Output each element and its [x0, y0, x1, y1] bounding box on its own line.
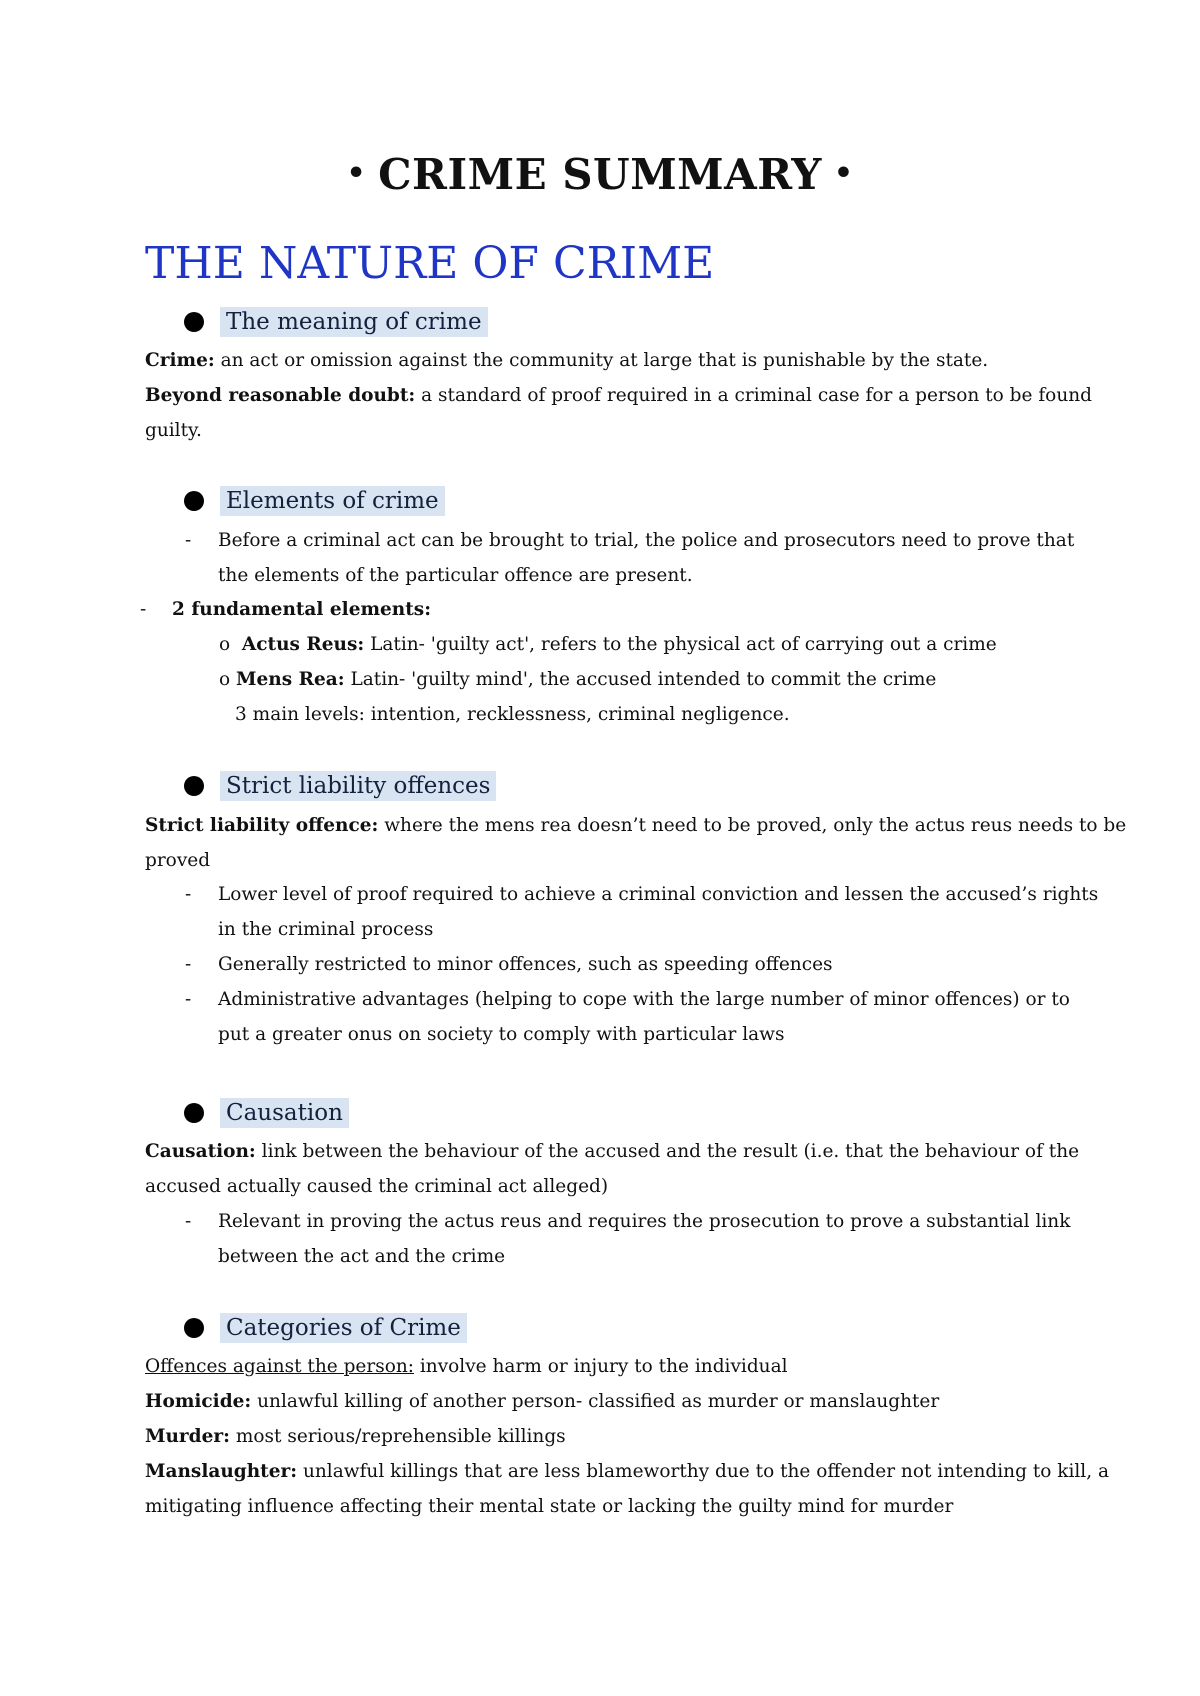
definition-text: where the mens rea doesn’t need to be proved, only the actus reus needs to be — [378, 815, 1127, 836]
sub-item-mens-rea — [219, 662, 936, 697]
definition-text: involve harm or injury to the individual — [414, 1356, 788, 1377]
section-heading-causation — [184, 1093, 349, 1133]
bullet-icon — [184, 1318, 204, 1338]
definition-text: most serious/reprehensible killings — [229, 1426, 566, 1447]
definition-continuation: accused actually caused the criminal act alleged) — [145, 1176, 609, 1197]
sub-marker: o — [219, 634, 231, 655]
dash-marker: - — [185, 884, 192, 905]
term: Actus Reus: — [241, 634, 365, 655]
dash-marker: - — [185, 954, 192, 975]
definition-text: unlawful killing of another person- classified as murder or manslaughter — [251, 1391, 940, 1412]
sub-item-actus-reus — [219, 627, 997, 662]
term: Strict liability offence: — [145, 815, 379, 836]
dash-marker: - — [185, 989, 192, 1010]
term: Causation: — [145, 1141, 256, 1162]
term: Manslaughter: — [145, 1461, 298, 1482]
term: Crime: — [145, 350, 215, 371]
list-item: Generally restricted to minor offences, such as speeding offences — [218, 954, 833, 975]
bullet-icon — [184, 312, 204, 332]
section-heading-categories — [184, 1308, 467, 1348]
list-item-continuation: the elements of the particular offence are present. — [218, 565, 693, 586]
term: Mens Rea: — [236, 669, 345, 690]
term: Beyond reasonable doubt: — [145, 385, 416, 406]
term: Murder: — [145, 1426, 230, 1447]
title-dot-right: • — [833, 156, 854, 191]
section-heading-label: Categories of Crime — [220, 1313, 467, 1343]
definition-strict-liability — [145, 808, 1126, 843]
definition-text: a standard of proof required in a criminal case for a person to be found — [415, 385, 1092, 406]
document-title — [0, 150, 1200, 199]
bullet-icon — [184, 1103, 204, 1123]
dash-marker: - — [140, 599, 147, 620]
list-item: Relevant in proving the actus reus and requires the prosecution to prove a substantial link — [218, 1211, 1071, 1232]
list-item-continuation: between the act and the crime — [218, 1246, 506, 1267]
list-item: Lower level of proof required to achieve a criminal conviction and lessen the accused’s rights — [218, 884, 1099, 905]
term: Offences against the person: — [145, 1356, 414, 1377]
sub-marker: o — [219, 669, 231, 690]
section-heading-strict-liability — [184, 766, 496, 806]
section-heading-label: The meaning of crime — [220, 307, 488, 337]
definition-crime — [145, 343, 988, 378]
definition-murder — [145, 1419, 566, 1454]
definition-continuation: proved — [145, 850, 211, 871]
section-heading-elements — [184, 481, 445, 521]
title-text: CRIME SUMMARY — [378, 150, 822, 199]
main-heading: THE NATURE OF CRIME — [145, 238, 715, 289]
title-dot-left: • — [346, 156, 367, 191]
fundamental-elements-label: 2 fundamental elements: — [172, 599, 432, 620]
bullet-icon — [184, 491, 204, 511]
definition-text: unlawful killings that are less blameworthy due to the offender not intending to kill, a — [297, 1461, 1110, 1482]
definition-beyond-reasonable-doubt — [145, 378, 1092, 413]
definition-causation — [145, 1134, 1079, 1169]
section-heading-label: Strict liability offences — [220, 771, 496, 801]
dash-marker: - — [185, 1211, 192, 1232]
definition-continuation: mitigating influence affecting their mental state or lacking the guilty mind for murder — [145, 1496, 954, 1517]
list-item — [172, 592, 431, 627]
definition-continuation: guilty. — [145, 420, 202, 441]
dash-marker: - — [185, 530, 192, 551]
list-item: Before a criminal act can be brought to trial, the police and prosecutors need to prove that — [218, 530, 1075, 551]
definition-offences-against-person — [145, 1349, 788, 1384]
definition-manslaughter — [145, 1454, 1109, 1489]
list-item-continuation: in the criminal process — [218, 919, 434, 940]
list-item-continuation: put a greater onus on society to comply with particular laws — [218, 1024, 785, 1045]
definition-text: Latin- 'guilty act', refers to the physical act of carrying out a crime — [364, 634, 997, 655]
definition-text: Latin- 'guilty mind', the accused intended to commit the crime — [344, 669, 937, 690]
definition-text: link between the behaviour of the accused and the result (i.e. that the behaviour of the — [255, 1141, 1080, 1162]
list-item: Administrative advantages (helping to cope with the large number of minor offences) or to — [218, 989, 1070, 1010]
section-heading-label: Elements of crime — [220, 486, 445, 516]
section-heading-meaning — [184, 302, 488, 342]
mens-rea-levels: 3 main levels: intention, recklessness, criminal negligence. — [235, 704, 790, 725]
definition-homicide — [145, 1384, 939, 1419]
bullet-icon — [184, 776, 204, 796]
section-heading-label: Causation — [220, 1098, 349, 1128]
term: Homicide: — [145, 1391, 252, 1412]
definition-text: an act or omission against the community at large that is punishable by the state. — [214, 350, 989, 371]
